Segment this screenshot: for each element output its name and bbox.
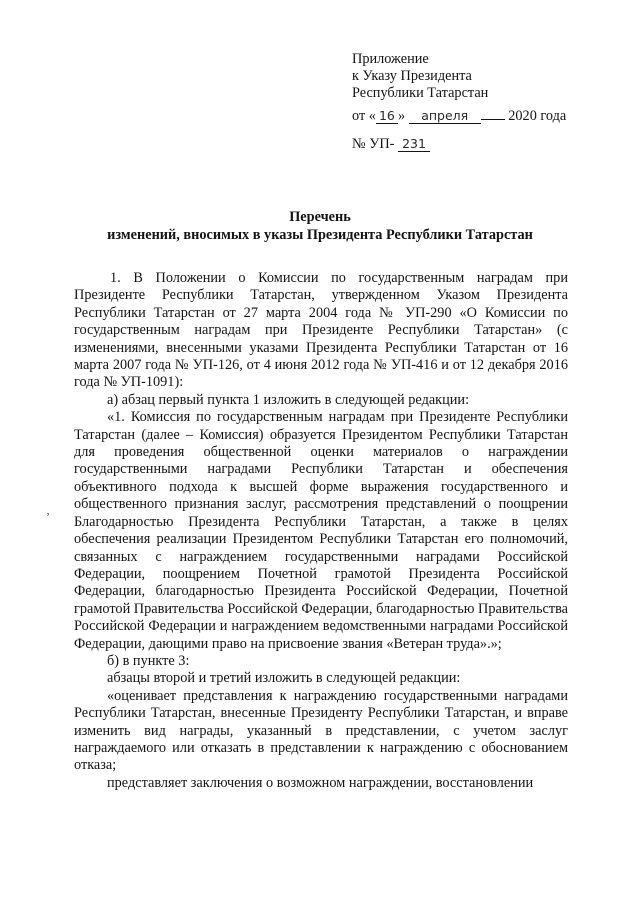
number-value: 231 [398,136,430,152]
attachment-header [352,51,592,102]
attachment-line-1: Приложение [352,51,429,67]
date-month: апреля [409,108,481,124]
date-mid: » [397,108,406,124]
date-day: 16 [376,108,398,124]
title-line-2: изменений, вносимых в указы Президента Республики Татарстан [107,227,533,243]
attachment-number [352,136,430,153]
paragraph-6: «оценивает представления к награждению государственными наградами Республики Татарстан, внесенные Президенту Республики Татарстан, и вправе изменить вид награды, указанный в представлении, с учетом заслуг награждаемого или отказать в представлении к награждению с обоснованием отказа; [74,687,568,774]
date-underline [481,119,505,120]
paragraph-4: б) в пункте 3: [107,652,190,669]
title-line-1: Перечень [289,209,351,225]
attachment-line-2: к Указу Президента [352,68,472,84]
paragraph-1: 1. В Положении о Комиссии по государственным наградам при Президенте Республики Татарстан, утвержденном Указом Президента Республики Татарстан от 27 марта 2004 года № УП-290 «О Комиссии по государственным наградам при Президенте Республики Татарстан» (с изменениями, внесенными указами Президента Республики Татарстан от 16 марта 2007 года № УП-126, от 4 июня 2012 года № УП-416 и от 12 декабря 2016 года № УП-1091): [74,270,568,391]
document-title [0,208,640,244]
paragraph-2: а) абзац первый пункта 1 изложить в следующей редакции: [107,391,470,408]
paragraph-5: абзацы второй и третий изложить в следующей редакции: [107,670,461,687]
paragraph-3: «1. Комиссия по государственным наградам при Президенте Республики Татарстан (далее – Комиссия) образуется Президентом Республики Татарстан для проведения общественной оценки материалов о награждении государственными наградами Республики Татарстан и обеспечения объективного подхода к высшей форме выражения государственного и общественного признания заслуг, рассмотрения представлений о поощрении Благодарностью Президента Республики Татарстан, а также в целях обеспечения реализации Президентом Республики Татарстан его полномочий, связанных с награждением государственными наградами Российской Федерации, поощрением Почетной грамотой Президента Российской Федерации, благодарностью Президента Российской Федерации, Почетной грамотой Правительства Российской Федерации, благодарностью Правительства Российской Федерации и награждением ведомственными наградами Российской Федерации, дающими право на присвоение звания «Ветеран труда».»; [74,409,568,652]
date-prefix: от « [352,108,376,124]
attachment-line-3: Республики Татарстан [352,85,489,101]
paragraph-7: представляет заключения о возможном награждении, восстановлении [107,774,534,791]
attachment-date [352,108,566,125]
date-year: 2020 года [508,108,567,124]
number-prefix: № УП- [352,136,395,152]
document-body [74,270,568,792]
margin-mark: ‚ [46,503,50,517]
